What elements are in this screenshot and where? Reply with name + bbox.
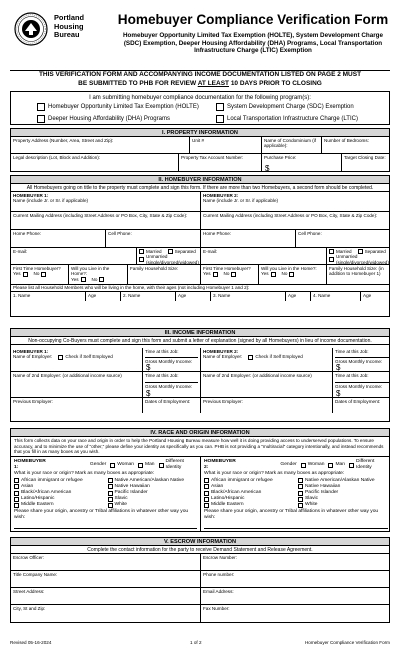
hb2-unmarried-checkbox[interactable] [329,257,334,262]
condo-field[interactable] [262,137,322,153]
hb1-employer-field[interactable] [11,348,143,371]
price-dollar: $ [265,163,270,172]
hb1-race-option-8[interactable] [14,502,104,508]
hb1-first-no-label: No [33,271,40,277]
hb2-first-time [201,265,259,284]
hb2-employer2-field[interactable] [201,372,333,397]
hb2-race-label-6: Latino/Hispanic [211,496,245,502]
hb2-separated-label: Separated [364,249,386,254]
hb1-time2-gross2[interactable] [143,372,201,397]
hb1-separated-label: Separated [174,249,196,254]
hb2-race-checkbox-2[interactable] [204,484,209,489]
hb2-race-option-9[interactable] [298,502,388,508]
ltic-label: Local Transportation Infrastructure Charge (LTIC) [227,116,358,122]
escrow-number-field[interactable] [201,554,391,570]
bedrooms-label: Number of Bedrooms: [324,138,369,143]
hb1-live-yes-checkbox[interactable] [81,277,86,282]
member-2-label: 2. Name [123,293,141,298]
hb2-employer-field[interactable] [201,348,333,371]
hb1-race-label-7: Slavic [114,496,128,502]
hb2-live-in [259,265,327,284]
hb1-live-no-label: No [91,276,98,282]
sdc-checkbox[interactable] [216,103,224,111]
hb2-live-in-label: Will you Live in the Home?: [261,266,317,271]
hb2-dates-field[interactable] [333,398,391,413]
member-1-age-label: Age [88,293,97,298]
hb2-time-label: Time at this Job: [335,349,369,354]
hb1-race-other-label: Please share your origin, ancestry or Tribal affiliations in whatever other way you wish: [14,508,189,520]
homebuyer-section [10,175,390,317]
hb1-live-yes-label: Yes [71,276,79,282]
notice-line-2c: 10 DAYS PRIOR TO CLOSING [230,79,322,87]
hb1-live-yes[interactable] [71,277,86,282]
page-title: Homebuyer Compliance Verification Form [117,12,389,27]
hb2-live-yes-checkbox[interactable] [271,272,276,277]
member-4-name-field[interactable] [311,292,361,301]
hb1-race-label: HOMEBUYER 1: [14,459,46,471]
race-row [11,457,389,531]
notice-line-2b: AT LEAST [197,79,229,87]
hb1-unmarried-option[interactable] [139,254,199,264]
hb1-time-gross[interactable] [143,348,201,371]
hb1-household-field[interactable] [128,265,201,284]
hb2-race-checkbox-5[interactable] [298,491,303,496]
closing-date-field[interactable] [342,154,391,172]
hb2-race-checkbox-9[interactable] [298,503,303,508]
hb2-live-no-label: No [281,271,288,277]
hb2-man-option[interactable] [328,462,345,468]
hb2-race-label: HOMEBUYER 2: [204,459,236,471]
hb2-live-yes[interactable] [261,271,276,276]
hb1-gross2-dollar: $ [146,388,151,397]
hb2-cell-phone-label: Cell Phone: [298,231,322,236]
homebuyer-status-row [11,265,389,285]
member-2-age-field[interactable] [176,292,211,301]
race-heading: IV. RACE AND ORIGIN INFORMATION [11,429,389,437]
hb2-different-label: Different Identity [355,459,375,471]
household-members-note-row [11,285,389,292]
holte-checkbox[interactable] [37,103,45,111]
hb1-race-other-field[interactable] [14,523,197,529]
escrow-note: Complete the contact information for the party to receive Demand Statement and Release Agreement. [11,546,389,554]
notice-line-2a: BE SUBMITTED TO PHB FOR REVIEW [78,79,197,87]
hb2-time2-label: Time at this Job: [335,373,369,378]
sdc-label: System Development Charge (SDC) Exemption [227,104,354,110]
hb1-previous-label: Previous Employer: [13,399,53,404]
hb2-race-checkbox-4[interactable] [204,491,209,496]
hb2-self-employed-checkbox[interactable] [248,355,253,360]
hb2-live-no-checkbox[interactable] [289,272,294,277]
property-row-1 [11,137,389,154]
escrow-street-label: Street Address: [13,589,45,594]
hb1-employer2-label: Name of 2nd Employer: (or additional income source) [13,373,122,378]
program-sdc[interactable] [216,103,354,111]
homebuyer-heading: II. HOMEBUYER INFORMATION [11,176,389,184]
hb1-self-employed-checkbox[interactable] [58,355,63,360]
hb2-gross2-dollar: $ [336,388,341,397]
hb2-race-option-8[interactable] [204,502,294,508]
hb2-live-yes-label: Yes [261,271,269,277]
hb1-first-yes-label: Yes [13,271,21,277]
hb2-previous-field[interactable] [201,398,333,413]
dha-label: Deeper Housing Affordability (DHA) Programs [48,116,170,122]
hb2-home-phone-label: Home Phone: [203,231,232,236]
hb2-man-checkbox[interactable] [328,463,333,468]
hb1-unmarried-label: Unmarried (single/divorced/widowed) [146,254,199,264]
property-address-label: Property Address (Number, Area, Street and Zip): [13,138,114,143]
city-seal-icon [14,12,48,46]
notice-line-1: THIS VERIFICATION FORM AND ACCOMPANYING INCOME DOCUMENTATION LISTED ON PAGE 2 MUST [38,71,362,78]
hb1-woman-option[interactable] [110,462,134,468]
hb2-email-field[interactable] [201,248,327,264]
member-2-name-field[interactable] [121,292,176,301]
property-heading: I. PROPERTY INFORMATION [11,129,389,137]
hb1-self-employed[interactable] [58,354,113,359]
homebuyer-mailing-row [11,212,389,230]
hb1-mailing-label: Current Mailing Address (including Street Address or PO Box, City, State & Zip Code): [13,213,188,218]
income-section [10,328,390,422]
hb1-first-yes-checkbox[interactable] [23,272,28,277]
footer-form-name: Homebuyer Compliance Verification Form [304,640,390,645]
income-heading: III. INCOME INFORMATION [11,329,389,337]
hb1-race-checkbox-7[interactable] [108,497,113,502]
hb2-first-yes-label: Yes [203,271,211,277]
hb1-race-block [11,457,201,531]
escrow-fax-field[interactable] [201,605,391,622]
hb1-time2-label: Time at this Job: [145,373,179,378]
hb2-man-label: Man [335,462,345,468]
hb1-label: HOMEBUYER 1: [13,193,49,198]
hb2-woman-label: Woman [307,462,325,468]
hb1-first-time-label: First Time Homebuyer? [13,266,61,271]
hb1-man-checkbox[interactable] [138,463,143,468]
hb2-unmarried-label: Unmarried (single/divorced/widowed) [336,254,389,264]
hb2-race-label-4: Black/African American [211,490,262,496]
hb2-woman-checkbox[interactable] [301,463,306,468]
hb2-race-checkbox-6[interactable] [204,497,209,502]
hb1-live-in-label: Will you Live in the Home?: [71,266,110,277]
hb2-household-label: Family Household Size: (in addition to Homebuyer 1) [329,266,384,277]
hb2-gender-label: Gender [280,462,297,468]
escrow-heading: V. ESCROW INFORMATION [11,538,389,546]
hb2-household-field[interactable] [327,265,391,284]
hb1-man-label: Man [145,462,155,468]
escrow-row-2 [11,571,389,588]
hb2-self-label: Check if Self Employed [255,354,303,360]
notice-line-2 [10,80,390,89]
hb2-race-question: What is your race or origin? Mark as many boxes as appropriate: [204,471,345,477]
homebuyer-phone-row [11,230,389,248]
hb2-race-checkbox-0[interactable] [204,478,209,483]
hb2-first-time-label: First Time Homebuyer? [203,266,251,271]
escrow-street-field[interactable] [11,588,201,604]
hb1-race-label-3: Native Hawaiian [114,483,150,489]
hb1-name-label: Name (include Jr. or Sr. if applicable) [13,198,89,204]
hb2-unmarried-option[interactable] [329,254,389,264]
income-note: Non-occupying Co-Buyers must complete and sign this form and submit a letter of explanation (signed by all Homebuyers) in lieu of income documentation. [11,337,389,345]
hb2-first-no-checkbox[interactable] [231,272,236,277]
program-lead: I am submitting homebuyer compliance documentation for the following program(s): [89,95,311,101]
income-previous-row [11,398,389,413]
escrow-row-4 [11,605,389,622]
submission-notice [10,70,390,90]
hb1-race-label-9: White [114,502,128,508]
hb1-race-label-5: Pacific Islander [114,490,148,496]
member-4-age-label: Age [363,293,372,298]
escrow-officer-label: Escrow Officer: [13,555,45,560]
hb2-race-label-1: Native American/Alaskan Native [305,477,375,483]
hb2-race-checkbox-1[interactable] [298,478,303,483]
hb1-race-checkbox-5[interactable] [108,491,113,496]
hb1-different-label: Different Identity [165,459,184,471]
hb2-name-label: Name (include Jr. or Sr. if applicable) [203,198,279,204]
hb2-gross2-label: Gross Monthly Income: [335,382,389,389]
hb2-first-time-yes[interactable] [203,271,218,276]
escrow-row-3 [11,588,389,605]
hb1-woman-label: Woman [117,462,134,468]
property-row-2 [11,154,389,172]
income-employer2-row [11,372,389,398]
hb1-household-label: Family Household Size: [130,266,179,271]
property-address-field[interactable] [11,137,190,153]
hb1-race-label-1: Native American/Alaskan Native [114,477,185,483]
agency-line-3: Bureau [54,30,80,40]
hb2-gross-label: Gross Monthly Income: [335,357,389,364]
hb2-live-no[interactable] [282,271,295,276]
hb2-different-checkbox[interactable] [349,463,354,468]
hb2-time-gross[interactable] [333,348,391,371]
ltic-checkbox[interactable] [216,115,224,123]
hb1-race-checkbox-8[interactable] [14,503,19,508]
hb1-employer-label: Name of Employer: [13,354,53,360]
hb1-first-time [11,265,69,284]
hb1-race-label-8: Middle Eastern [21,502,54,508]
hb2-race-checkbox-7[interactable] [298,497,303,502]
hb2-dates-label: Dates of Employment: [335,399,381,404]
escrow-city-label: City, St and Zip: [13,606,46,611]
hb2-race-other-field[interactable] [204,523,388,529]
hb1-previous-field[interactable] [11,398,143,413]
hb1-married-label: Married [146,249,162,254]
hb2-mailing-field[interactable] [201,212,391,229]
hb1-gross2-label: Gross Monthly Income: [145,382,198,389]
hb2-race-block [201,457,391,531]
hb2-gross-dollar: $ [336,362,341,371]
hb1-live-no[interactable] [92,277,105,282]
property-section [10,128,390,172]
unit-field[interactable] [190,137,262,153]
hb1-race-label-0: African immigrant or refugee [21,477,83,483]
legal-description-field[interactable] [11,154,179,172]
escrow-phone-field[interactable] [201,571,391,587]
hb2-race-label-0: African immigrant or refugee [211,477,273,483]
hb1-race-checkbox-2[interactable] [14,484,19,489]
hb1-time-label: Time at this Job: [145,349,179,354]
hb1-name-field[interactable] [11,192,201,211]
hb2-time2-gross2[interactable] [333,372,391,397]
hb1-race-checkbox-9[interactable] [108,503,113,508]
homebuyer-email-row [11,248,389,265]
homebuyer-name-row [11,192,389,212]
title-company-field[interactable] [11,571,201,587]
hb1-race-checkbox-4[interactable] [14,491,19,496]
agency-line-1: Portland [54,13,84,22]
member-3-age-label: Age [288,293,297,298]
hb1-first-time-yes[interactable] [13,271,28,276]
hb2-woman-option[interactable] [301,462,325,468]
tax-account-field[interactable] [179,154,262,172]
hb1-gender-label: Gender [89,462,107,468]
hb2-race-label-7: Slavic [305,496,319,502]
hb1-self-label: Check if Self Employed [65,354,113,360]
hb2-mailing-label: Current Mailing Address (including Street Address or PO Box, City, State & Zip Code): [203,213,378,218]
hb1-race-checkbox-6[interactable] [14,497,19,502]
escrow-phone-label: Phone number: [203,572,235,577]
escrow-city-field[interactable] [11,605,201,622]
hb1-race-checkbox-0[interactable] [14,478,19,483]
race-section [10,428,390,532]
hb2-race-label-9: White [305,502,318,508]
member-1-name-field[interactable] [11,292,86,301]
hb2-previous-label: Previous Employer: [203,399,243,404]
race-note: This form collects data on your race and origin in order to help the Portland Housing Bureau measure how well it is doing providing access to underserved populations. To ensure accuracy, and to minimize the use of "other," please define your identity as specifically as you can. PHB is not providing a "multiracial" category intentionally, and instead recommends that you fill in as many boxes as you wish. [11,437,389,457]
hb1-live-in [69,265,128,284]
hb1-race-options [14,478,197,509]
hb1-first-time-no[interactable] [34,271,47,276]
hb1-home-phone-field[interactable] [11,230,106,247]
income-hb1-label: HOMEBUYER 1: [13,349,49,354]
bedrooms-field[interactable] [322,137,391,153]
program-holte[interactable] [37,103,199,111]
hb2-cell-phone-field[interactable] [296,230,391,247]
hb1-race-label-4: Black/African American [21,490,72,496]
hb1-different-checkbox[interactable] [159,463,164,468]
hb2-first-time-no[interactable] [224,271,237,276]
household-members-note: Please list all Household Members who will be living in the home, with their ages (not including Homebuyer 1 and 2): [13,285,250,290]
agency-name [54,14,84,40]
hb1-home-phone-label: Home Phone: [13,231,42,236]
condo-label: Name of Condominium (if applicable): [264,138,317,149]
hb2-race-checkbox-3[interactable] [298,484,303,489]
escrow-email-label: Email Address: [203,589,234,594]
homebuyer-note: All Homebuyers going on title to the property must complete and sign this form. If there are more than two Homebuyers, a second form should be completed. [11,184,389,192]
hb2-different-option[interactable] [349,459,388,471]
hb2-race-other-label: Please share your origin, ancestry or Tribal affiliations in whatever other way you wish: [204,508,379,520]
hb1-race-checkbox-1[interactable] [108,478,113,483]
escrow-officer-field[interactable] [11,554,201,570]
hb2-race-checkbox-8[interactable] [204,503,209,508]
member-4-age-field[interactable] [361,292,391,301]
member-1-age-field[interactable] [86,292,121,301]
hb1-first-no-checkbox[interactable] [41,272,46,277]
hb2-marital-status [327,248,391,264]
income-employer-row [11,348,389,372]
member-1-label: 1. Name [13,293,31,298]
member-3-name-field[interactable] [211,292,286,301]
closing-label: Target Closing Date: [344,155,386,160]
dha-checkbox[interactable] [37,115,45,123]
member-2-age-label: Age [178,293,187,298]
hb1-race-label-6: Latino/Hispanic [21,496,55,502]
hb2-name-field[interactable] [201,192,391,211]
page-number: 1 of 2 [190,640,202,645]
hb2-race-label-2: Asian [211,483,224,489]
hb1-email-label: E-mail: [13,249,28,254]
hb2-race-label-8: Middle Eastern [211,502,244,508]
hb1-email-field[interactable] [11,248,137,264]
hb1-live-no-checkbox[interactable] [99,277,104,282]
program-dha[interactable] [37,115,170,123]
income-hb2-label: HOMEBUYER 2: [203,349,239,354]
hb1-race-option-9[interactable] [108,502,198,508]
household-members-row [11,292,389,301]
hb2-home-phone-field[interactable] [201,230,296,247]
title-company-label: Title Company Name: [13,572,58,577]
hb1-race-checkbox-3[interactable] [108,484,113,489]
member-3-label: 3. Name [213,293,231,298]
price-label: Purchase Price: [264,155,297,160]
hb2-race-label-3: Native Hawaiian [305,483,341,489]
legal-label: Legal description (Lot, Block and Addition): [13,155,101,160]
hb1-woman-checkbox[interactable] [110,463,115,468]
hb1-man-option[interactable] [138,462,155,468]
tax-label: Property Tax Account Number: [181,155,244,160]
escrow-section [10,537,390,623]
holte-label: Homebuyer Opportunity Limited Tax Exemption (HOLTE) [48,104,199,110]
hb1-unmarried-checkbox[interactable] [139,257,144,262]
revised-date: Revised 05-16-2024 [10,640,52,645]
purchase-price-field[interactable] [262,154,342,172]
hb2-first-yes-checkbox[interactable] [213,272,218,277]
unit-label: Unit # [192,138,205,143]
agency-line-2: Housing [54,21,84,31]
hb1-different-option[interactable] [159,459,197,471]
hb2-self-employed[interactable] [248,354,303,359]
hb1-dates-field[interactable] [143,398,201,413]
escrow-number-label: Escrow Number: [203,555,237,560]
hb2-label: HOMEBUYER 2: [203,193,239,198]
escrow-email-field[interactable] [201,588,391,604]
hb1-employer2-field[interactable] [11,372,143,397]
member-3-age-field[interactable] [286,292,311,301]
hb1-mailing-field[interactable] [11,212,201,229]
program-selection [10,91,390,125]
page-subtitle: Homebuyer Opportunity Limited Tax Exemption (HOLTE), System Development Charge (SDC) Exemption, Deeper Housing Affordability (DHA) Programs, Local Transportation Infrastructure Charge (LTIC) Exemption [122,32,384,55]
hb1-cell-phone-label: Cell Phone: [108,231,132,236]
hb2-race-options [204,478,388,509]
hb2-race-label-5: Pacific Islander [305,490,339,496]
hb2-first-no-label: No [223,271,230,277]
hb1-race-question: What is your race or origin? Mark as many boxes as appropriate: [14,471,155,477]
hb1-gross-dollar: $ [146,362,151,371]
hb2-employer2-label: Name of 2nd Employer: (or additional income source) [203,373,312,378]
escrow-fax-label: Fax Number: [203,606,230,611]
hb1-marital-status [137,248,201,264]
hb1-gross-label: Gross Monthly Income: [145,357,198,364]
hb1-race-label-2: Asian [21,483,34,489]
escrow-row-1 [11,554,389,571]
hb1-dates-label: Dates of Employment: [145,399,191,404]
hb1-cell-phone-field[interactable] [106,230,201,247]
hb2-email-label: E-mail: [203,249,218,254]
hb2-married-label: Married [336,249,352,254]
member-4-label: 4. Name [313,293,331,298]
program-ltic[interactable] [216,115,358,123]
hb2-employer-label: Name of Employer: [203,354,243,360]
